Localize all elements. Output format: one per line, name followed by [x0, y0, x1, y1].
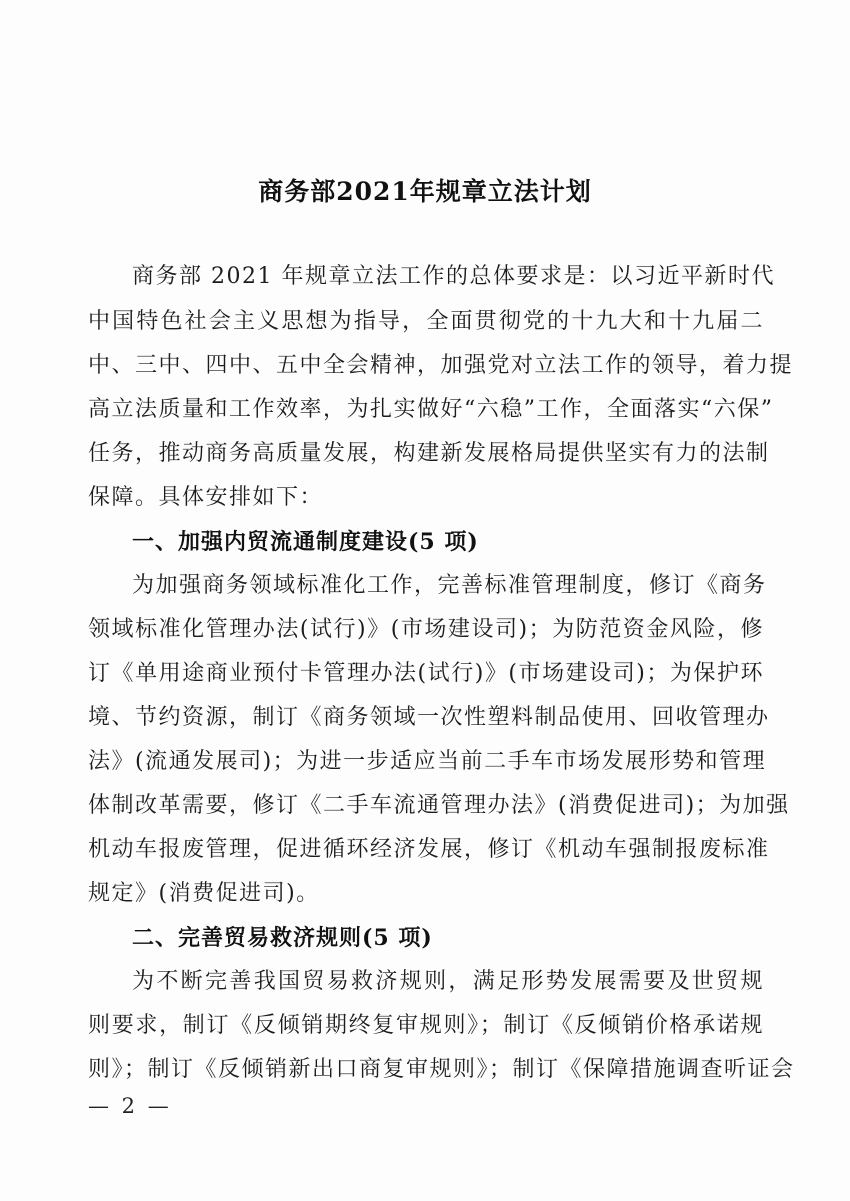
body-line: 则要求，制订《反倾销期终复审规则》；制订《反倾销价格承诺规: [88, 1013, 764, 1038]
intro-line: 高立法质量和工作效率，为扎实做好“六稳”工作，全面落实“六保”: [88, 397, 774, 422]
body-line: 法》(流通发展司)；为进一步适应当前二手车市场发展形势和管理: [88, 749, 767, 774]
page-number: — 2 —: [88, 1094, 172, 1118]
section-heading: 二、完善贸易救济规则(5 项): [132, 925, 433, 951]
body-line: 为加强商务领域标准化工作，完善标准管理制度，修订《商务: [132, 573, 767, 598]
body-line: 体制改革需要，修订《二手车流通管理办法》(消费促进司)；为加强: [88, 793, 790, 818]
body-line: 则》；制订《反倾销新出口商复审规则》；制订《保障措施调查听证会: [88, 1057, 795, 1082]
body-line: 领域标准化管理办法(试行)》(市场建设司)；为防范资金风险，修: [88, 617, 764, 642]
document-title: 商务部2021年规章立法计划: [258, 177, 592, 206]
body-line: 境、节约资源，制订《商务领域一次性塑料制品使用、回收管理办: [88, 705, 770, 730]
body-line: 规定》(消费促进司)。: [88, 881, 320, 906]
intro-line: 保障。具体安排如下：: [88, 485, 324, 510]
intro-line: 任务，推动商务高质量发展，构建新发展格局提供坚实有力的法制: [88, 441, 770, 466]
intro-line: 商务部 2021 年规章立法工作的总体要求是：以习近平新时代: [132, 264, 775, 289]
intro-line: 中国特色社会主义思想为指导，全面贯彻党的十九大和十九届二: [88, 309, 764, 334]
section-heading: 一、加强内贸流通制度建设(5 项): [132, 529, 479, 555]
body-line: 为不断完善我国贸易救济规则，满足形势发展需要及世贸规: [132, 969, 764, 994]
body-line: 订《单用途商业预付卡管理办法(试行)》(市场建设司)；为保护环: [88, 661, 764, 686]
intro-line: 中、三中、四中、五中全会精神，加强党对立法工作的领导，着力提: [88, 353, 794, 378]
body-line: 机动车报废管理，促进循环经济发展，修订《机动车强制报废标准: [88, 837, 770, 862]
